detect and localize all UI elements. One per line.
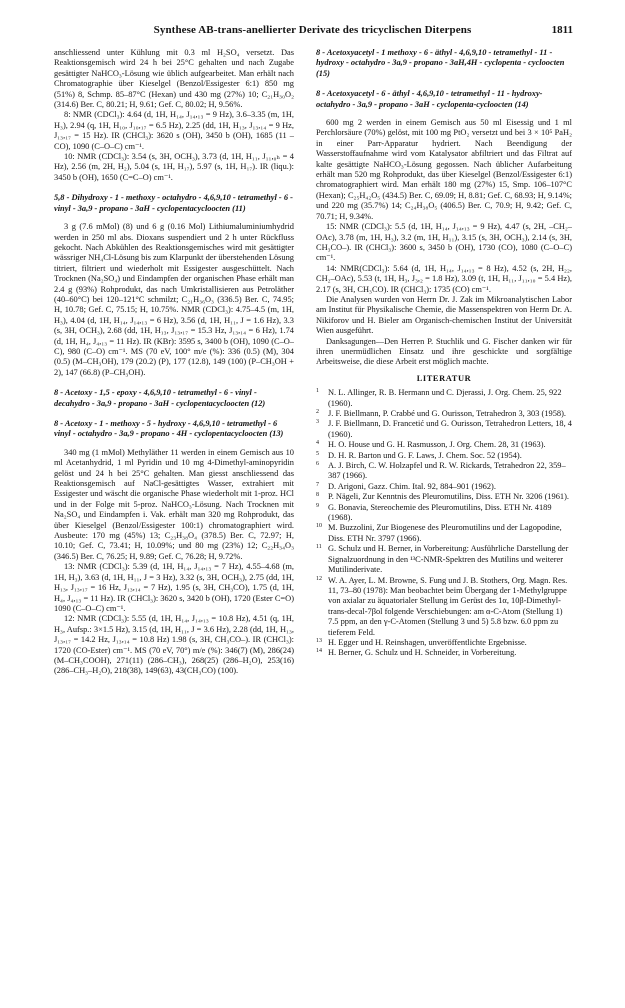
body-paragraph: 3 g (7.6 mMol) (8) und 6 g (0.16 Mol) Lithiumaluminiumhydrid werden in 250 ml abs. Dioxans suspendiert und 2 h unter Rückfluss gekocht. Nach Abkühlen des Reaktionsgemisches wird mit gesättigter wässriger NH₄Cl-Lösung bis zum Klarpunkt der überstehenden Lösung titriert, filtriert und wiederholt mit Essigester ausgeschüttelt. Nach Trocknen (Na₂SO₄) und Eindampfen der organischen Phase erhält man 2.4 g (93%) Rohprodukt, das nach Umkristallisieren aus Petroläther (40–60°C) bei 120–121°C schmilzt; C₂₁H₃₆O₃ (336.5) Ber. C, 74.95; H, 10.78; Gef. C, 75.15; H, 10.75%. NMR (CDCl₃): 4.75–4.5 (m, 1H, H₃), 4.04 (d, 1H, H₁₄, J₁₄,₁₃ = 6 Hz), 3.56 (d, 1H, H₁₁, J = 1.6 Hz), 3.3 (s, 3H, OCH₃), 2.68 (dd, 1H, H₁₃, J₁₃,₁₇ = 15.3 Hz, J₁₃,₁₄ = 6 Hz), 1.74 (d, 1H, H₄, J₄,₁₃ = 11 Hz). IR (KBr): 3595 s, 3400 b (OH), 1090 (C–O–C), 980 (C–O) cm⁻¹. MS (70 eV, 100° m/e (%): 336 (0.5) (M), 304 (0.5) (M–CH₃OH), 179 (20.2) (P), 177 (12.8), 149 (100) (P–CH₃OH + 2), 147 (66.8) (P–CH₃OH).: [54, 222, 294, 377]
running-header: [0, 24, 625, 40]
reference-text: H. Egger und H. Reinshagen, unveröffentlichte Ergebnisse.: [328, 637, 527, 647]
reference-number: 4: [316, 440, 319, 447]
reference-number: 2: [316, 409, 319, 415]
reference-item: [316, 638, 572, 648]
compound-heading: 8 - Acetoxyacetyl - 6 - äthyl - 4,6,9,10 - tetramethyl - 11 - hydroxy-octahydro - 3a,9 - propano - 3aH - cyclopenta-cycloocten (14): [316, 89, 543, 109]
reference-number: 6: [316, 461, 319, 468]
compound-heading: 5,8 - Dihydroxy - 1 - methoxy - octahydro - 4,6,9,10 - tetramethyl - 6 - vinyl - 3a,9 - propano - 3aH - cyclopentacycloocten (11): [54, 193, 293, 213]
reference-item: [316, 503, 572, 524]
right-column: [316, 48, 572, 659]
reference-item: [316, 482, 572, 492]
reference-number: 10: [316, 523, 322, 530]
reference-number: 8: [316, 492, 319, 499]
page-number: 1811: [551, 24, 573, 36]
right-column-body: [316, 48, 572, 368]
compound-heading: 8 - Acetoxy - 1,5 - epoxy - 4,6,9,10 - tetramethyl - 6 - vinyl - decahydro - 3a,9 - propano - 3aH - cyclopentacycloocten (12): [54, 388, 266, 408]
reference-text: H. Berner, G. Schulz und H. Schneider, in Vorbereitung.: [328, 648, 517, 658]
reference-item: [316, 461, 572, 482]
reference-number: 11: [316, 544, 322, 551]
compound-heading: 8 - Acetoxyacetyl - 1 methoxy - 6 - äthyl - 4,6,9,10 - tetramethyl - 11 - hydroxy - octahydro - 3a,9 - propano - 3aH,4H - cyclopenta - cycloocten (15): [316, 48, 565, 78]
reference-number: 1: [316, 388, 319, 395]
reference-item: [316, 523, 572, 544]
reference-text: J. F. Biellmann, D. Francetić und G. Ourisson, Tetrahedron Letters, 18, 4 (1960).: [328, 419, 572, 439]
reference-item: [316, 648, 572, 658]
body-paragraph: Die Analysen wurden von Herrn Dr. J. Zak im Mikroanalytischen Labor am Institut für Physikalische Chemie, die Massenspektren von Herrn Dr. A. Nikiforov und H. Bieler am Organisch-chemischen Institut der Universität Wien ausgeführt.: [316, 294, 572, 336]
reference-item: [316, 419, 572, 440]
reference-number: 5: [316, 450, 319, 457]
reference-text: G. Schulz und H. Berner, in Vorbereitung: Ausführliche Darstellung der Signalzuordnung in den ¹³C-NMR-Spektren des Mutilins und weiterer Mutilinderivate.: [328, 544, 569, 575]
reference-text: J. F. Biellmann, P. Crabbé und G. Ourisson, Tetrahedron 3, 303 (1958).: [328, 409, 566, 418]
body-paragraph: 12: NMR (CDCl₃): 5.55 (d, 1H, H₁₄, J₁₄,₁₃ = 10.8 Hz), 4.51 (q, 1H, H₃, Aufsp.: 3×1.5 Hz), 3.15 (d, 1H, H₁₁, J = 3.6 Hz), 2.28 (dd, 1H, H₁₃, J₁₃,₁₇ = 14.2 Hz, J₁₃,₁₄ = 10.8 Hz) 1.98 (s, 3H, CH₃CO–). IR (CHCl₃): 1720 (CO-Ester) cm⁻¹. MS (70 eV, 70°) m/e (%): 346(7) (M), 286(24) (M–CH₃COOH), 271(11) (286–CH₃), 268(25) (286–H₂O), 253(16) (286–CH₃–H₂O), 218(38), 149(63), 43(CH₃CO) (100).: [54, 614, 294, 676]
reference-text: P. Nägeli, Zur Kenntnis des Pleuromutilins, Diss. ETH Nr. 3206 (1961).: [328, 492, 569, 502]
reference-number: 14: [316, 648, 322, 655]
reference-text: G. Bonavia, Stereochemie des Pleuromutilins, Diss. ETH Nr. 4189 (1968).: [328, 502, 552, 523]
reference-number: 3: [316, 419, 319, 426]
reference-text: W. A. Ayer, L. M. Browne, S. Fung und J. B. Stothers, Org. Magn. Res. 11, 73–80 (1978): Man beobachtet beim Übergang der 1-Methylgruppe von axialar zu äquatorialer Stellung im Gerüst des 1α, 10β-Dimethyl-trans-decal-7βol folgende Verschiebungen: am α-C-Atom (Stellung 1) 7.5 ppm, an den γ-C-Atomen (Stellung 3 und 5) 5.8 bzw. 6.0 ppm zu tieferem Feld.: [328, 575, 568, 637]
compound-heading: 8 - Acetoxy - 1 - methoxy - 5 - hydroxy - 4,6,9,10 - tetramethyl - 6 vinyl - octahydro - 3a,9 - propano - 4H - cyclopentacycloocten (13): [54, 419, 284, 439]
reference-number: 12: [316, 575, 322, 582]
reference-text: D. H. R. Barton und G. F. Laws, J. Chem. Soc. 52 (1954).: [328, 450, 522, 460]
reference-text: A. J. Birch, C. W. Holzapfel und R. W. Rickards, Tetrahedron 22, 359–387 (1966).: [328, 461, 566, 481]
reference-item: [316, 409, 572, 419]
reference-item: [316, 576, 572, 638]
body-paragraph: anschliessend unter Kühlung mit 0.3 ml H₂SO₄ versetzt. Das Reaktionsgemisch wird 24 h bei 25°C gehalten und nach Zugabe gesättigter NaHCO₃-Lösung wie üblich aufgearbeitet. Man erhält nach Chromatographie über Kieselgel (Benzol/Essigester 6:1) 850 mg (51%) 8, Schmp. 85–87°C (Hexan) und 430 mg (27%) 10; C₂₁H₃₀O₂ (314.6) Ber. C, 80.21; H, 9.61; Gef. C, 80.02; H, 9.56%.: [54, 48, 294, 110]
literature-heading: LITERATUR: [416, 373, 472, 383]
body-paragraph: 340 mg (1 mMol) Methyläther 11 werden in einem Gemisch aus 10 ml Acetanhydrid, 1 ml Pyridin und 10 mg 4-Dimethyl-aminopyridin gelöst und 24 h bei 25°C gehalten. Man giesst anschliessend das Reaktionsgemisch auf NaCl-gesättigtes Wasser, extrahiert mit Essigester und wäscht die organische Phase wiederholt mit 1-proz. HCl und in der Folge mit 5-proz. NaHCO₃-Lösung. Nach Trocknen mit Na₂SO₄ und Eindampfen i. Vak. erhält man 320 mg Rohprodukt, das über Kieselgel (Benzol/Essigester 100:1) chromatographiert wird. Ausbeute: 170 mg (45%) 13; C₂₃H₃₈O₄ (378.5) Ber. C, 72.97; H, 10.10; Gef. C, 73.41; H, 10.09%; und 80 mg (23%) 12; C₂₂H₃₄O₃ (346.5) Ber. C, 76.25; H, 9.89; Gef. C, 76.28; H, 9.72%.: [54, 447, 294, 561]
left-column: [54, 48, 294, 677]
body-paragraph: 13: NMR (CDCl₃): 5.39 (d, 1H, H₁₄, J₁₄,₁₃ = 7 Hz), 4.55–4.68 (m, 1H, H₃), 3.63 (d, 1H, H₁₁, J = 3 Hz), 3.32 (s, 3H, OCH₃), 2.75 (dd, 1H, H₁₃, J₁₃,₁₇ = 16 Hz, J₁₃,₁₄ = 7 Hz), 1.95 (s, 3H, CH₃CO), 1.75 (d, 1H, H₄, J₄,₁₃ = 11 Hz). IR (CHCl₃): 3620 s, 3420 b (OH), 1720 (Ester C=O) 1090 (C–O–C) cm⁻¹.: [54, 562, 294, 613]
body-paragraph: 15: NMR (CDCl₃): 5.5 (d, 1H, H₁₄, J₁₄,₁₃ = 9 Hz), 4.47 (s, 2H, –CH₂–OAc), 3.78 (m, 1H, H₃), 3.2 (m, 1H, H₁₁), 3.15 (s, 3H, OCH₃), 2.14 (s, 3H, CH₃CO–). IR (CHCl₃): 3600 s, 3450 b (OH), 1730 (CO), 1080 (C–O–C) cm⁻¹.: [316, 222, 572, 263]
body-paragraph: 600 mg 2 werden in einem Gemisch aus 50 ml Eisessig und 1 ml Perchlorsäure (70%) gelöst, mit 100 mg PtO₂ versetzt und bei 3 × 10⁵ PaH₂ in einer Parr-Apparatur hydriert. Nach Beendigung der Wasserstoffaufnahme wird vom Katalysator abfiltriert und das Filtrat auf kalte gesättigte NaHCO₃-Lösung gegossen. Nach üblicher Aufarbeitung erhält man 520 mg Rohprodukt, das über Kieselgel (Benzol/Essigester 6:1) chromatographiert wird. Man erhält 180 mg (27%) 15, Smp. 106–107°C (Hexan); C₂₅H₄₂O₅ (434.5) Ber. C, 69.09; H, 8.81; Gef. C, 68.93; H, 9.14%; und 220 mg (35.7%) 14; C₂₄H₃₈O₅ (406.5) Ber. C, 70.9; H, 9.42; Gef. C, 70.71; H, 9.34%.: [316, 118, 572, 221]
body-paragraph: 8: NMR (CDCl₃): 4.64 (d, 1H, H₁₄, J₁₄,₁₃ = 9 Hz), 3.6–3.35 (m, 1H, H₃), 2.94 (q, 1H, H₁₀, J₁₀,₁₇ = 6.5 Hz), 2.25 (dd, 1H, H₁₃, J₁₃,₁₄ = 9 Hz, J₁₃,₁₇ = 15 Hz). IR (CHCl₃): 3620 s (OH), 3450 b (OH), 1685 (11 –CO), 1090 (C–O–C) cm⁻¹.: [54, 110, 294, 151]
reference-number: 13: [316, 637, 322, 644]
reference-text: N. L. Allinger, R. B. Hermann und C. Djerassi, J. Org. Chem. 25, 922 (1960).: [328, 388, 562, 408]
reference-item: [316, 440, 572, 450]
body-paragraph: 14: NMR(CDCl₃): 5.64 (d, 1H, H₁₄, J₁₄,₁₃ = 8 Hz), 4.52 (s, 2H, H₂₂, CH₂–OAc), 5.53 (t, 1H, H₃, J₃,₂ = 1.8 Hz), 3.09 (t, 1H, H₁₁, J₁₁,₁₀ = 5.4 Hz), 2.17 (s, 3H, CH₃CO). IR (CHCl₃): 1735 (CO) cm⁻¹.: [316, 263, 572, 294]
reference-item: [316, 451, 572, 461]
reference-text: D. Arigoni, Gazz. Chim. Ital. 92, 884–901 (1962).: [328, 481, 496, 491]
body-paragraph: 10: NMR (CDCl₃): 3.54 (s, 3H, OCH₃), 3.73 (d, 1H, H₁₁, J₁₁,₀ₕ = 4 Hz), 2.56 (m, 2H, H₂), 5.04 (s, 1H, H₁₇), 5.97 (s, 1H, H₁₇). IR (liqu.): 3450 b (OH), 1650 (C=C–O) cm⁻¹.: [54, 152, 294, 182]
reference-item: [316, 388, 572, 409]
reference-item: [316, 492, 572, 502]
running-title: Synthese AB-trans-anellierter Derivate des tricyclischen Diterpens: [153, 24, 472, 36]
reference-number: 7: [316, 481, 319, 488]
reference-item: [316, 544, 572, 575]
reference-list: [316, 388, 572, 659]
reference-text: M. Buzzolini, Zur Biogenese des Pleuromutilins und der Lagopodine, Diss. ETH Nr. 3797 (1966).: [328, 523, 562, 543]
body-paragraph: Danksagungen—Den Herren P. Stuchlik und G. Fischer danken wir für ihren unermüdlichen Einsatz und ihre geschickte und sorgfältige Arbeitsweise, die diese Arbeit erst möglich machte.: [316, 336, 572, 367]
reference-text: H. O. House und G. H. Rasmusson, J. Org. Chem. 28, 31 (1963).: [328, 440, 546, 450]
reference-number: 9: [316, 502, 319, 509]
